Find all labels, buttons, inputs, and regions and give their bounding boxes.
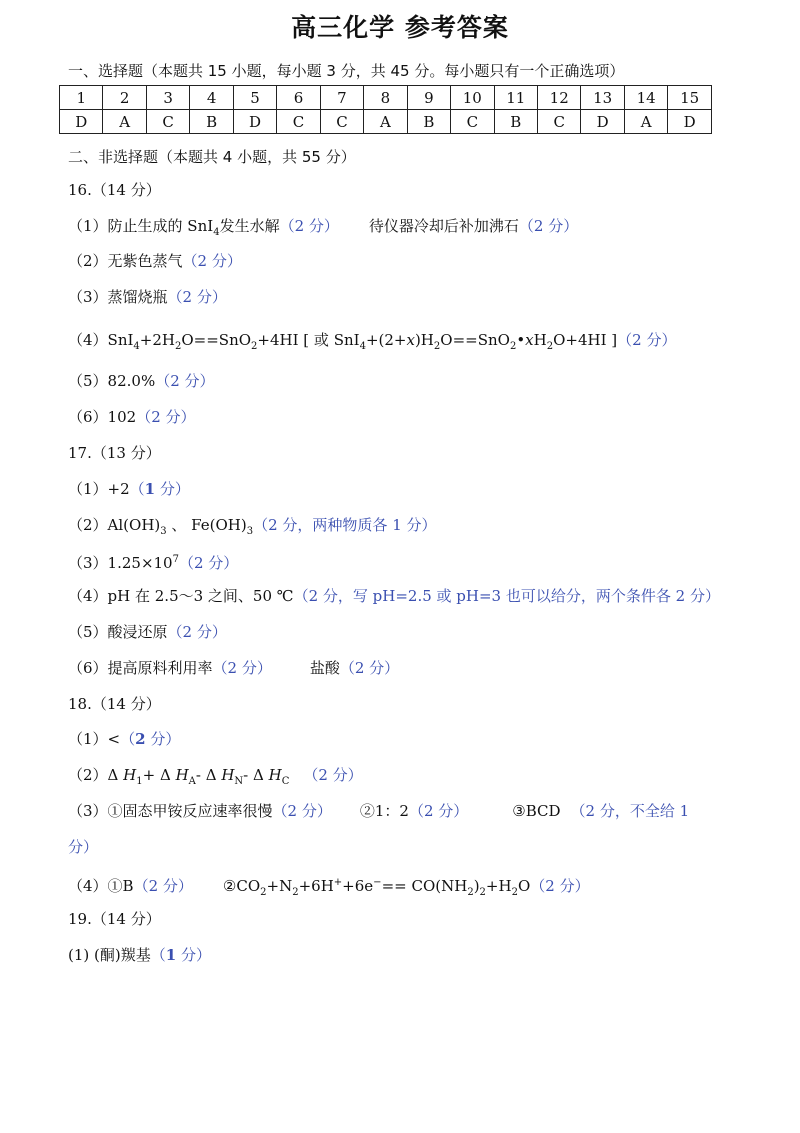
answer-table-number-cell: 10: [451, 86, 494, 110]
q18-a2-enthalpy: H: [268, 766, 282, 784]
answer-table-number-cell: 13: [581, 86, 624, 110]
q18-a3-text-b: ②1：2: [359, 802, 409, 820]
answer-table-answer-cell: C: [537, 110, 580, 134]
q17-a6-text-b: 盐酸: [309, 659, 340, 677]
q19-a1-text: (1) (酮)羰基: [68, 946, 151, 964]
q18-a4-formula-part: +6H: [298, 877, 334, 895]
answer-table-number-cell: 6: [277, 86, 320, 110]
q17-a2-score: （2 分，两种物质各 1 分）: [253, 516, 437, 534]
answer-table-number-row: [60, 86, 712, 110]
q18-a2-term: - Δ: [243, 766, 269, 784]
q17-a2-sub: 3: [160, 526, 167, 537]
q18-a4-text: （4）①B: [68, 877, 134, 895]
q18-a3-score-3: （2 分，不全给 1: [570, 802, 690, 820]
q18-a2-enthalpy: H: [123, 766, 137, 784]
answer-table-answer-cell: D: [60, 110, 103, 134]
q18-a3-score-1: （2 分）: [272, 802, 332, 820]
answer-table-answer-cell: C: [320, 110, 363, 134]
q18-a4-formula-part: O: [517, 877, 531, 895]
q16-a4-formula-part: O==SnO: [440, 331, 510, 349]
q17-a1-score-close: 分）: [155, 480, 190, 498]
q18-a2-sub: A: [188, 776, 196, 787]
q16-answer-2: [68, 251, 242, 271]
answer-table-number-cell: 7: [320, 86, 363, 110]
q17-a5-score: （2 分）: [167, 623, 227, 641]
q16-a4-sub: 2: [509, 341, 517, 352]
q17-a5-text: （5）酸浸还原: [68, 623, 168, 641]
q16-a1-text-b: 发生水解: [219, 217, 280, 235]
q18-a2-enthalpy: H: [175, 766, 189, 784]
q18-a4-score-1: （2 分）: [133, 877, 193, 895]
answer-table-answer-cell: A: [103, 110, 146, 134]
q16-answer-3: [68, 287, 227, 307]
q19-heading: 19.（14 分）: [68, 910, 161, 928]
q18-answer-3-wrap: 分）: [68, 838, 99, 856]
q18-a4-sup: −: [373, 877, 382, 888]
answer-table-number-cell: 15: [668, 86, 712, 110]
q16-a4-formula-part: O==SnO: [181, 331, 252, 349]
q16-a6-score: （2 分）: [136, 408, 196, 426]
q18-a4-formula-part: == CO(NH: [381, 877, 468, 895]
q16-a3-score: （2 分）: [167, 288, 227, 306]
q18-a2-sub: 1: [136, 776, 143, 787]
page-title: 高三化学 参考答案: [291, 13, 509, 42]
q18-a2-term: + Δ: [142, 766, 176, 784]
answer-table-answer-cell: C: [146, 110, 189, 134]
q18-a4-formula-part: +H: [485, 877, 512, 895]
q16-answer-6: [68, 407, 196, 427]
q16-a4-formula-part: +(2+: [365, 331, 407, 349]
answer-table-answer-cell: B: [190, 110, 233, 134]
answer-table-answer-cell: A: [364, 110, 407, 134]
q16-a4-formula-part: •: [516, 331, 526, 349]
q16-a3-text: （3）蒸馏烧瓶: [68, 288, 168, 306]
q17-answer-6: [68, 658, 399, 678]
q16-a4-formula-part: )H: [414, 331, 434, 349]
q18-answer-2: [68, 765, 363, 792]
q18-a2-term: Δ: [107, 766, 124, 784]
q17-a1-score-open: （: [129, 480, 145, 498]
q17-answer-2: [68, 515, 437, 542]
q18-a4-sub: 2: [292, 887, 299, 898]
answer-table-answer-cell: C: [277, 110, 320, 134]
q18-answer-4: [68, 873, 590, 903]
q18-a2-prefix: （2）: [68, 766, 108, 784]
q16-a6-text: （6）102: [68, 408, 137, 426]
q18-a2-sub: N: [234, 776, 244, 787]
section-2-heading: 二、非选择题（本题共 4 小题，共 55 分）: [68, 148, 356, 166]
q16-a1-text-c: 待仪器冷却后补加沸石: [368, 217, 519, 235]
q18-a2-score: （2 分）: [303, 766, 363, 784]
q17-a3-sup: 7: [172, 554, 179, 565]
answer-table-number-cell: 4: [190, 86, 233, 110]
answer-table-number-cell: 14: [624, 86, 667, 110]
q16-a4-formula-part: +4HI [ 或 SnI: [257, 331, 360, 349]
answer-table-number-cell: 9: [407, 86, 450, 110]
answer-table-answer-cell: D: [233, 110, 276, 134]
q16-a2-score: （2 分）: [182, 252, 242, 270]
q17-answer-5: [68, 622, 227, 642]
q18-a4-formula-part: +6e: [342, 877, 374, 895]
q16-a4-formula-part: H: [533, 331, 547, 349]
q16-a4-prefix: （4）: [68, 331, 108, 349]
answer-table-number-cell: 3: [146, 86, 189, 110]
q16-answer-1: [68, 216, 578, 243]
q16-a5-score: （2 分）: [155, 372, 215, 390]
q18-a4-sup: +: [333, 877, 343, 888]
q16-a1-text: （1）防止生成的 SnI: [68, 217, 214, 235]
q16-a1-score-2: （2 分）: [518, 217, 579, 235]
q16-a4-formula-part: +2H: [139, 331, 175, 349]
q17-a2-text: （2）Al(OH): [68, 516, 161, 534]
answer-table-answer-cell: B: [407, 110, 450, 134]
q18-answer-3: [68, 801, 689, 821]
q16-a4-sub: 2: [433, 341, 441, 352]
q18-a3-text: （3）①固态甲铵反应速率很慢: [68, 802, 273, 820]
answer-table-number-cell: 2: [103, 86, 146, 110]
answer-table-answer-cell: D: [581, 110, 624, 134]
q16-a4-sub: 4: [359, 341, 366, 352]
q19-a1-score-value: 1: [165, 946, 177, 964]
answer-table: [59, 85, 712, 134]
q18-a4-sub: 2: [511, 887, 518, 898]
q18-a4-sub: 2: [260, 887, 267, 898]
q17-a3-text: （3）1.25×10: [68, 554, 173, 572]
q16-a4-variable: x: [525, 331, 534, 349]
q16-heading: 16.（14 分）: [68, 181, 161, 199]
answer-table-number-cell: 5: [233, 86, 276, 110]
q18-a4-formula-part: ): [473, 877, 480, 895]
q18-a3-text-c: ③BCD: [512, 802, 561, 820]
answer-table-answer-cell: A: [624, 110, 667, 134]
q16-a5-text: （5）82.0%: [68, 372, 156, 390]
answer-table-number-cell: 8: [364, 86, 407, 110]
q18-answer-1: [68, 729, 180, 749]
answer-table-answer-cell: C: [451, 110, 494, 134]
q16-a4-sub: 2: [546, 341, 554, 352]
q18-a2-term: - Δ: [195, 766, 222, 784]
q16-answer-5: [68, 371, 215, 391]
q17-a1-text: （1）+2: [68, 480, 130, 498]
q16-a4-sub: 4: [133, 341, 140, 352]
q18-a1-text: （1）<: [68, 730, 121, 748]
q17-a1-score-value: 1: [144, 480, 156, 498]
q17-a6-score-2: （2 分）: [339, 659, 400, 677]
answer-table-number-cell: 11: [494, 86, 537, 110]
q16-a4-score: （2 分）: [617, 331, 677, 349]
q18-a4-sub: 2: [479, 887, 486, 898]
q18-a2-sub: C: [281, 776, 290, 787]
q16-a4-formula-part: SnI: [107, 331, 134, 349]
q17-heading: 17.（13 分）: [68, 444, 161, 462]
q17-a4-text: （4）pH 在 2.5～3 之间、50 ℃: [68, 587, 294, 605]
q16-a4-sub: 2: [175, 341, 182, 352]
q16-answer-4: [68, 330, 676, 357]
answer-table-number-cell: 12: [537, 86, 580, 110]
q18-a1-score-open: （: [120, 730, 136, 748]
q18-a4-sub: 2: [467, 887, 474, 898]
q16-a1-score: （2 分）: [279, 217, 339, 235]
q17-answer-4: [68, 586, 720, 606]
q18-a2-enthalpy: H: [221, 766, 235, 784]
q17-a2-sub: 3: [246, 526, 254, 537]
q17-a6-text: （6）提高原料利用率: [68, 659, 213, 677]
q16-a2-text: （2）无紫色蒸气: [68, 252, 183, 270]
q17-a3-score: （2 分）: [178, 554, 239, 572]
q16-a4-formula-part: O+4HI ]: [553, 331, 618, 349]
q18-heading: 18.（14 分）: [68, 695, 161, 713]
answer-table-answer-cell: B: [494, 110, 537, 134]
section-1-heading: 一、选择题（本题共 15 小题，每小题 3 分，共 45 分。每小题只有一个正确选项）: [68, 62, 625, 80]
answer-table-answer-row: [60, 110, 712, 134]
q17-a2-text-b: 、 Fe(OH): [166, 516, 247, 534]
q18-a4-formula-part: +N: [266, 877, 293, 895]
q16-a4-sub: 2: [251, 341, 258, 352]
q19-a1-score-open: （: [150, 946, 166, 964]
q16-a1-sub: 4: [213, 227, 220, 238]
q18-a4-score-2: （2 分）: [530, 877, 590, 895]
q18-a4-formula-part: ②CO: [222, 877, 261, 895]
q17-a6-score: （2 分）: [212, 659, 272, 677]
q19-a1-score-close: 分）: [176, 946, 211, 964]
q16-a4-variable: x: [406, 331, 415, 349]
answer-table-answer-cell: D: [668, 110, 712, 134]
q18-a3-score-2: （2 分）: [408, 802, 469, 820]
q18-a1-score-close: 分）: [145, 730, 181, 748]
q17-answer-1: [68, 479, 190, 499]
q17-answer-3: [68, 550, 238, 573]
q17-a4-score: （2 分，写 pH=2.5 或 pH=3 也可以给分，两个条件各 2 分）: [293, 587, 720, 605]
q18-a1-score-value: 2: [135, 730, 146, 748]
q19-answer-1: [68, 945, 211, 965]
answer-table-number-cell: 1: [60, 86, 103, 110]
